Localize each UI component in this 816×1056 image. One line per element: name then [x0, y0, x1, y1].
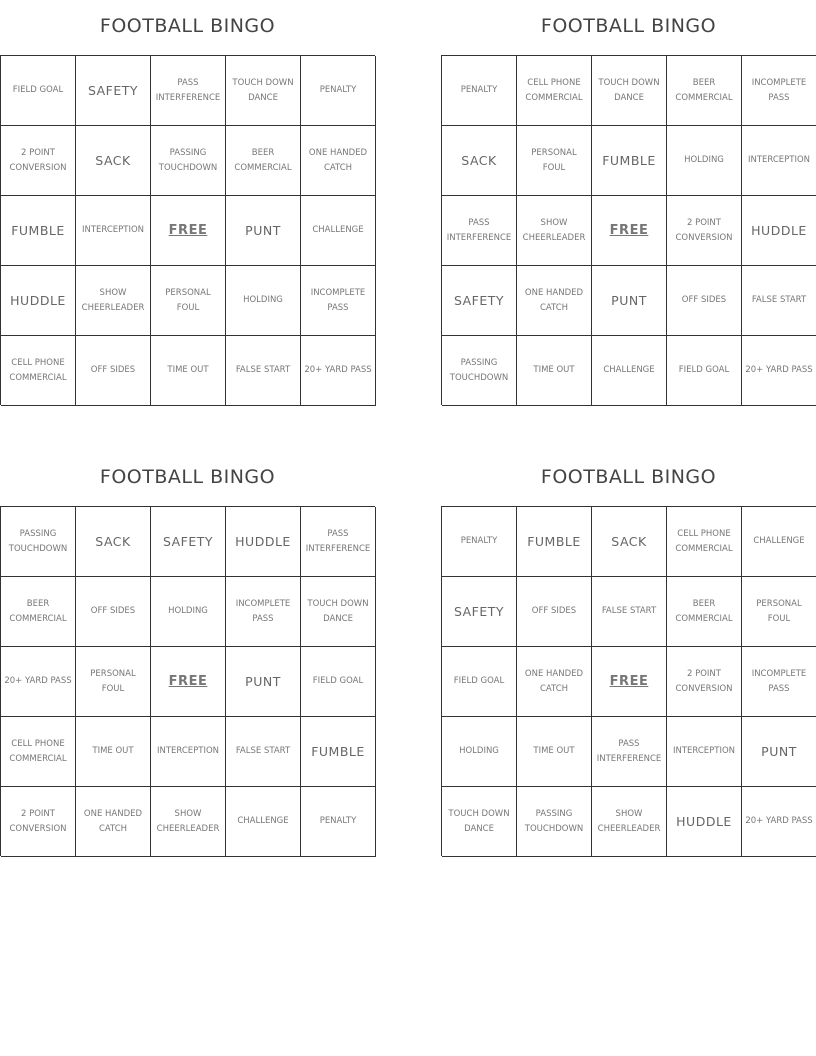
- free-space-cell: FREE: [592, 196, 667, 266]
- bingo-cell: CELL PHONE COMMERCIAL: [1, 336, 76, 406]
- bingo-cell: PENALTY: [301, 56, 376, 126]
- free-space-cell: FREE: [592, 647, 667, 717]
- bingo-cell: INTERCEPTION: [76, 196, 151, 266]
- bingo-cell: PASSING TOUCHDOWN: [517, 787, 592, 857]
- bingo-cell: OFF SIDES: [667, 266, 742, 336]
- card-title: FOOTBALL BINGO: [99, 15, 276, 37]
- bingo-cell: CHALLENGE: [742, 507, 816, 577]
- bingo-cell: PUNT: [742, 717, 816, 787]
- bingo-cell: FALSE START: [592, 577, 667, 647]
- bingo-cell: ONE HANDED CATCH: [301, 126, 376, 196]
- bingo-cell: 20+ YARD PASS: [1, 647, 76, 717]
- bingo-cell: SHOW CHEERLEADER: [517, 196, 592, 266]
- bingo-cell: TOUCH DOWN DANCE: [592, 56, 667, 126]
- bingo-cell: 2 POINT CONVERSION: [667, 196, 742, 266]
- bingo-cell: FIELD GOAL: [442, 647, 517, 717]
- bingo-cell: INCOMPLETE PASS: [226, 577, 301, 647]
- bingo-cell: HUDDLE: [1, 266, 76, 336]
- bingo-cell: TOUCH DOWN DANCE: [301, 577, 376, 647]
- bingo-cell: 20+ YARD PASS: [742, 336, 816, 406]
- bingo-cell: FUMBLE: [592, 126, 667, 196]
- card-title: FOOTBALL BINGO: [540, 466, 717, 488]
- bingo-cell: SHOW CHEERLEADER: [76, 266, 151, 336]
- bingo-cell: TOUCH DOWN DANCE: [442, 787, 517, 857]
- bingo-cell: BEER COMMERCIAL: [226, 126, 301, 196]
- bingo-cell: SACK: [76, 126, 151, 196]
- bingo-cell: ONE HANDED CATCH: [76, 787, 151, 857]
- bingo-cell: INTERCEPTION: [667, 717, 742, 787]
- bingo-cell: OFF SIDES: [76, 336, 151, 406]
- bingo-cell: PASSING TOUCHDOWN: [151, 126, 226, 196]
- bingo-cell: FIELD GOAL: [667, 336, 742, 406]
- bingo-cell: BEER COMMERCIAL: [667, 577, 742, 647]
- bingo-cell: HOLDING: [151, 577, 226, 647]
- bingo-cell: PENALTY: [301, 787, 376, 857]
- bingo-cell: CHALLENGE: [592, 336, 667, 406]
- free-space-cell: FREE: [151, 647, 226, 717]
- bingo-cell: PASSING TOUCHDOWN: [442, 336, 517, 406]
- bingo-grid: [441, 506, 816, 856]
- bingo-cell: PASSING TOUCHDOWN: [1, 507, 76, 577]
- bingo-cell: PERSONAL FOUL: [151, 266, 226, 336]
- bingo-cell: BEER COMMERCIAL: [667, 56, 742, 126]
- bingo-cell: PASS INTERFERENCE: [442, 196, 517, 266]
- bingo-cell: PENALTY: [442, 56, 517, 126]
- bingo-cell: HOLDING: [226, 266, 301, 336]
- bingo-cell: FALSE START: [226, 336, 301, 406]
- bingo-cell: TIME OUT: [517, 336, 592, 406]
- bingo-cell: ONE HANDED CATCH: [517, 266, 592, 336]
- bingo-cell: HUDDLE: [226, 507, 301, 577]
- bingo-cell: SHOW CHEERLEADER: [592, 787, 667, 857]
- bingo-cell: SAFETY: [442, 266, 517, 336]
- bingo-cell: TIME OUT: [151, 336, 226, 406]
- bingo-cell: PUNT: [226, 196, 301, 266]
- bingo-cell: ONE HANDED CATCH: [517, 647, 592, 717]
- bingo-cell: CHALLENGE: [226, 787, 301, 857]
- bingo-cell: FALSE START: [742, 266, 816, 336]
- bingo-cell: PENALTY: [442, 507, 517, 577]
- bingo-grid: [0, 55, 375, 405]
- bingo-cell: INCOMPLETE PASS: [742, 647, 816, 717]
- bingo-card-4: [441, 451, 816, 856]
- bingo-cell: BEER COMMERCIAL: [1, 577, 76, 647]
- bingo-cell: FUMBLE: [301, 717, 376, 787]
- bingo-cell: CELL PHONE COMMERCIAL: [517, 56, 592, 126]
- bingo-cell: SAFETY: [151, 507, 226, 577]
- bingo-cell: OFF SIDES: [517, 577, 592, 647]
- bingo-cell: PASS INTERFERENCE: [301, 507, 376, 577]
- bingo-cell: PERSONAL FOUL: [76, 647, 151, 717]
- bingo-cell: 2 POINT CONVERSION: [667, 647, 742, 717]
- bingo-cell: HUDDLE: [667, 787, 742, 857]
- bingo-cell: PERSONAL FOUL: [742, 577, 816, 647]
- bingo-card-1: [0, 0, 375, 405]
- bingo-grid: [0, 506, 375, 856]
- bingo-cell: INCOMPLETE PASS: [742, 56, 816, 126]
- bingo-cell: CELL PHONE COMMERCIAL: [1, 717, 76, 787]
- bingo-cell: SAFETY: [442, 577, 517, 647]
- bingo-cell: 2 POINT CONVERSION: [1, 126, 76, 196]
- card-title: FOOTBALL BINGO: [540, 15, 717, 37]
- bingo-cell: HUDDLE: [742, 196, 816, 266]
- bingo-cell: FUMBLE: [517, 507, 592, 577]
- bingo-cell: CELL PHONE COMMERCIAL: [667, 507, 742, 577]
- bingo-cell: FIELD GOAL: [1, 56, 76, 126]
- free-space-cell: FREE: [151, 196, 226, 266]
- bingo-cell: INCOMPLETE PASS: [301, 266, 376, 336]
- bingo-cell: SACK: [592, 507, 667, 577]
- bingo-card-2: [441, 0, 816, 405]
- bingo-cell: PUNT: [226, 647, 301, 717]
- bingo-cell: HOLDING: [442, 717, 517, 787]
- bingo-cell: PASS INTERFERENCE: [592, 717, 667, 787]
- bingo-cell: INTERCEPTION: [742, 126, 816, 196]
- bingo-cell: FALSE START: [226, 717, 301, 787]
- bingo-cell: TOUCH DOWN DANCE: [226, 56, 301, 126]
- bingo-cell: SAFETY: [76, 56, 151, 126]
- card-title: FOOTBALL BINGO: [99, 466, 276, 488]
- bingo-card-3: [0, 451, 375, 856]
- bingo-cell: 2 POINT CONVERSION: [1, 787, 76, 857]
- bingo-cell: INTERCEPTION: [151, 717, 226, 787]
- bingo-cell: HOLDING: [667, 126, 742, 196]
- bingo-cell: TIME OUT: [76, 717, 151, 787]
- bingo-cell: SHOW CHEERLEADER: [151, 787, 226, 857]
- bingo-cell: OFF SIDES: [76, 577, 151, 647]
- bingo-cell: TIME OUT: [517, 717, 592, 787]
- bingo-cell: PUNT: [592, 266, 667, 336]
- bingo-cell: SACK: [76, 507, 151, 577]
- bingo-cell: FUMBLE: [1, 196, 76, 266]
- bingo-cell: SACK: [442, 126, 517, 196]
- bingo-cell: PERSONAL FOUL: [517, 126, 592, 196]
- bingo-cell: FIELD GOAL: [301, 647, 376, 717]
- bingo-grid: [441, 55, 816, 405]
- bingo-cell: 20+ YARD PASS: [301, 336, 376, 406]
- bingo-cell: CHALLENGE: [301, 196, 376, 266]
- bingo-cell: 20+ YARD PASS: [742, 787, 816, 857]
- bingo-cell: PASS INTERFERENCE: [151, 56, 226, 126]
